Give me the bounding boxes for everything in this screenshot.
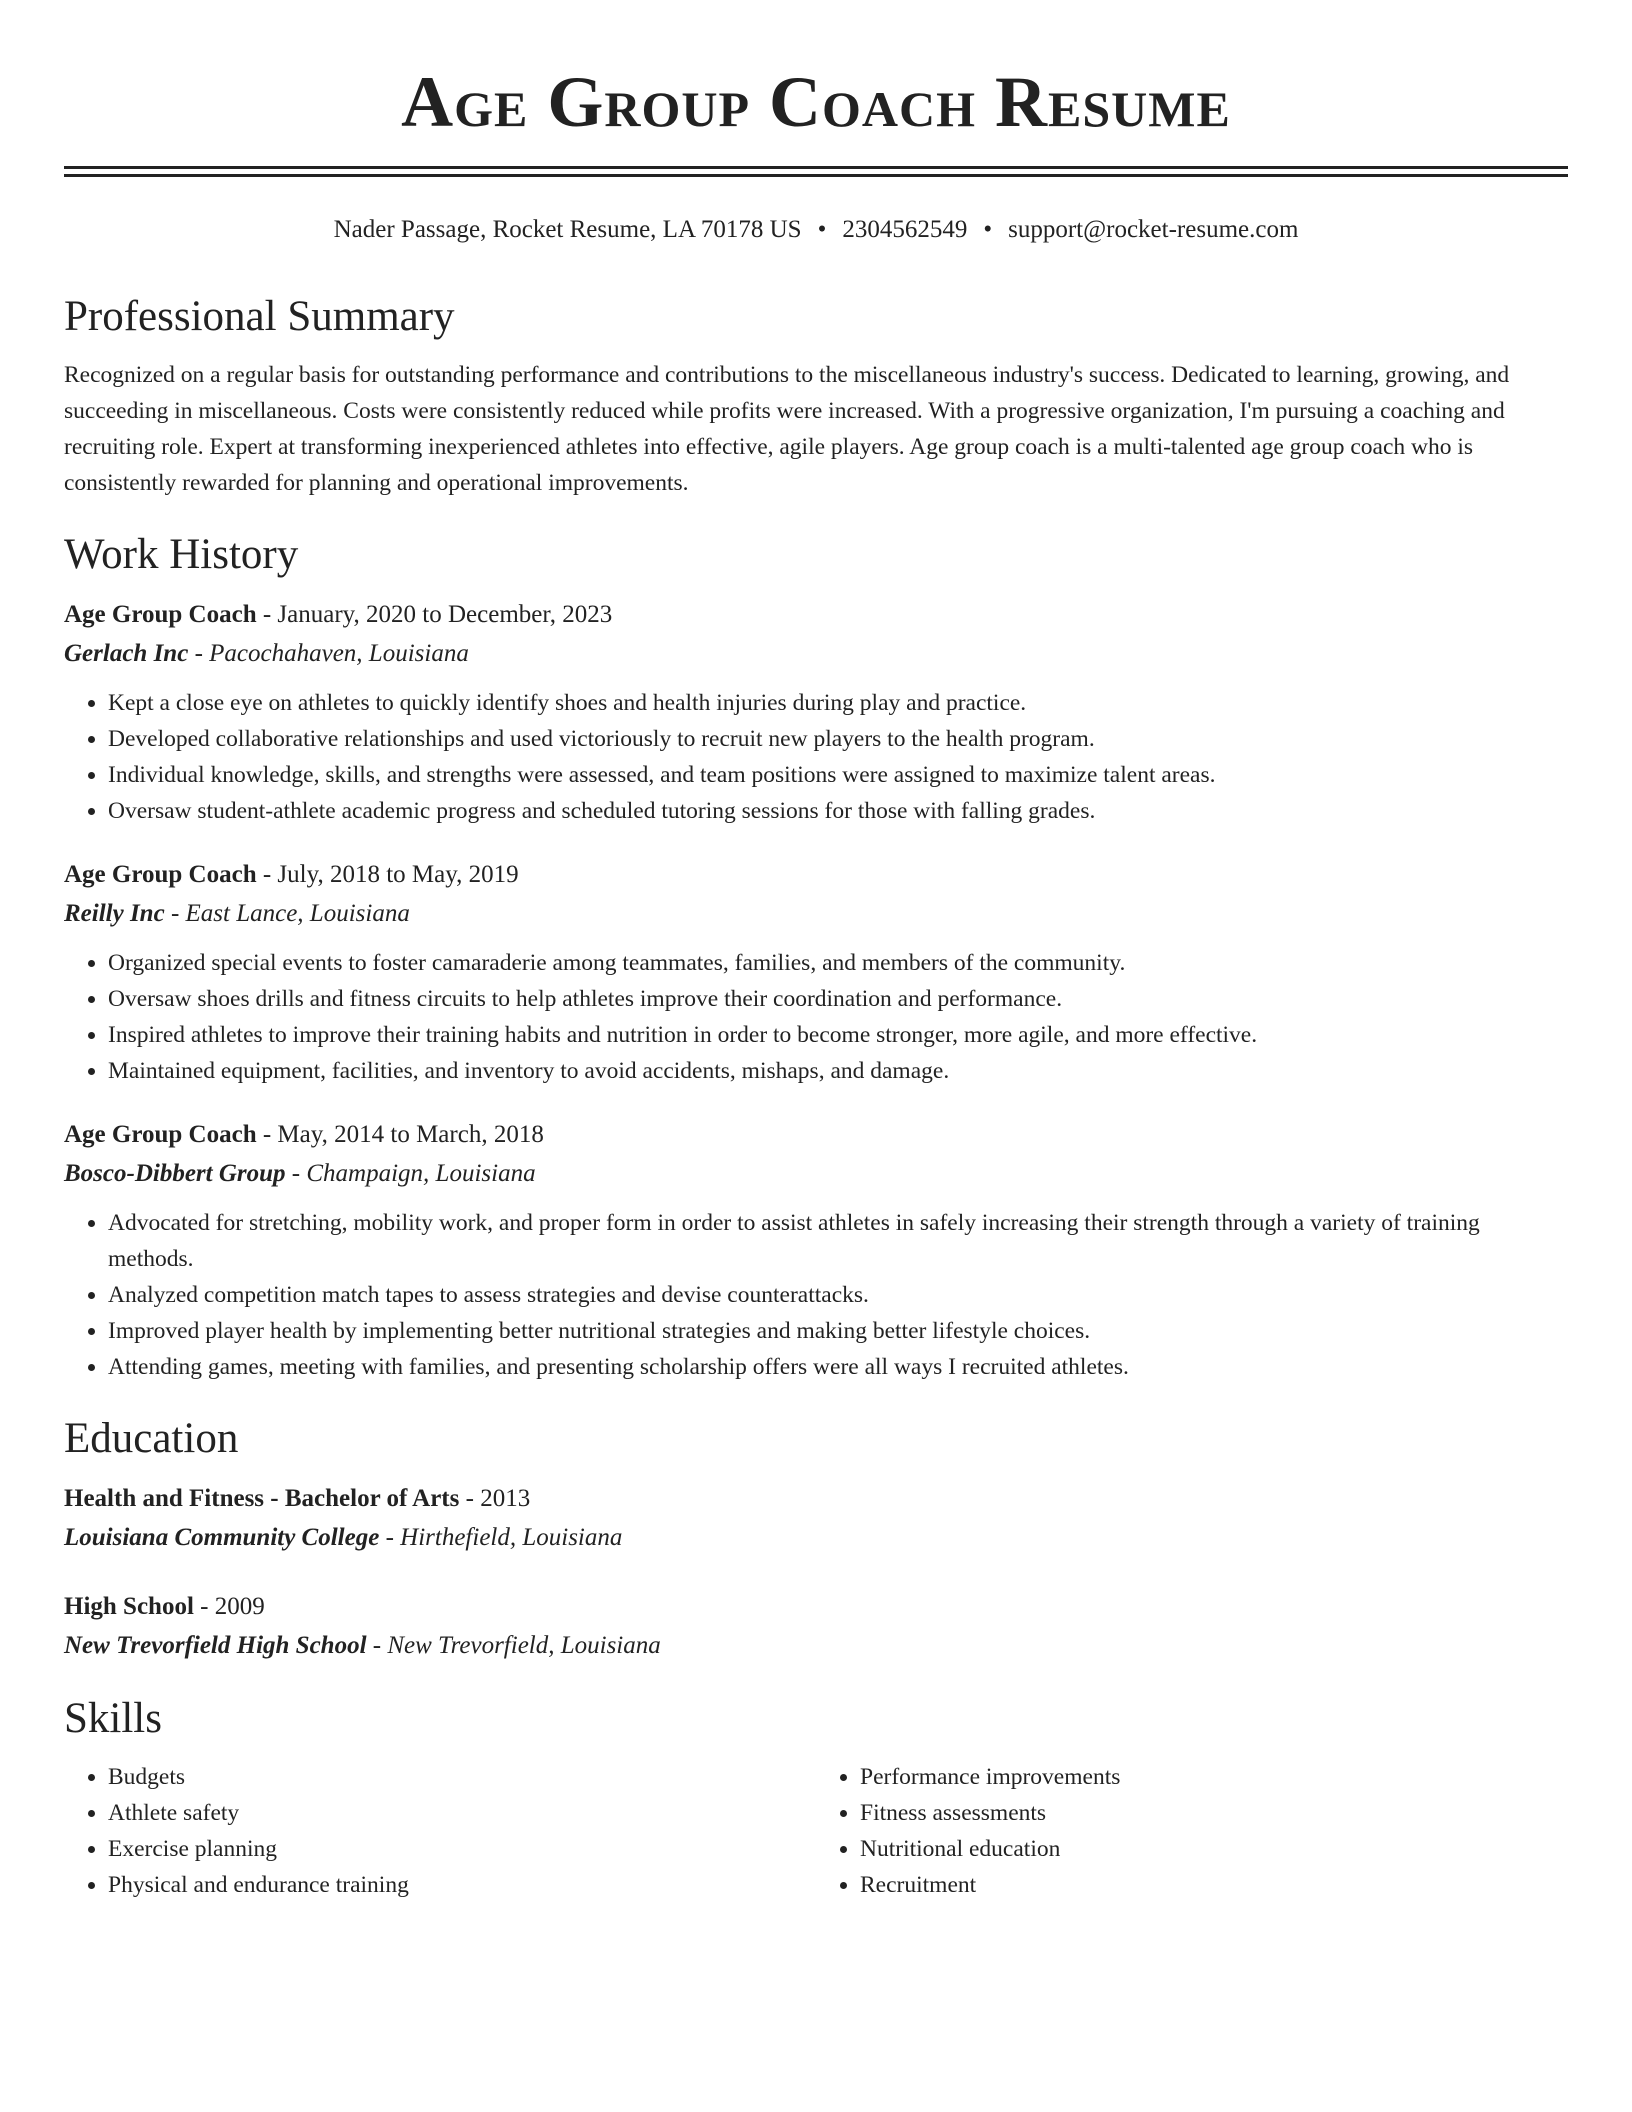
job-title-line [64, 595, 1568, 634]
job-entry [64, 855, 1568, 1089]
contact-line [64, 213, 1568, 247]
job-dates: - May, 2014 to March, 2018 [256, 1121, 544, 1148]
list-item: • Kept a close eye on athletes to quickly identify shoes and health injuries during play and practice. [108, 685, 1568, 721]
list-item: • Improved player health by implementing better nutritional strategies and making better lifestyle choices. [108, 1313, 1568, 1349]
list-item: • Individual knowledge, skills, and strengths were assessed, and team positions were assigned to maximize talent areas. [108, 757, 1568, 793]
employer-location: - Champaign, Louisiana [285, 1160, 536, 1187]
job-dates: - July, 2018 to May, 2019 [256, 861, 519, 888]
skill-item: • Budgets [108, 1759, 816, 1795]
skill-item: • Fitness assessments [860, 1795, 1568, 1831]
employer-location: - Pacochahaven, Louisiana [188, 640, 469, 667]
job-duties [64, 945, 1568, 1089]
school-name: Louisiana Community College [64, 1524, 380, 1551]
school-location: - Hirthefield, Louisiana [379, 1524, 623, 1551]
school-line [64, 1626, 1568, 1665]
list-item: • Developed collaborative relationships and used victoriously to recruit new players to the health program. [108, 721, 1568, 757]
job-title: Age Group Coach [64, 601, 257, 628]
summary-text: Recognized on a regular basis for outstanding performance and contributions to the miscellaneous industry's success. Dedicated to learning, growing, and succeeding in miscellaneous. Costs were consistently reduced while profits were increased. With a progressive organization, I'm pursuing a coaching and recruiting role. Expert at transforming inexperienced athletes into effective, agile players. Age group coach is a multi-talented age group coach who is consistently rewarded for planning and operational improvements. [64, 362, 1510, 496]
work-history-heading: Work History [64, 531, 299, 578]
skills-list [64, 1759, 1568, 1903]
list-item: • Attending games, meeting with families, and presenting scholarship offers were all ways I recruited athletes. [108, 1349, 1568, 1385]
job-entry [64, 595, 1568, 829]
employer-name: Reilly Inc [64, 900, 165, 927]
skill-item: • Physical and endurance training [108, 1867, 816, 1903]
employer-line [64, 634, 1568, 673]
education-entry [64, 1587, 1568, 1665]
contact-separator: • [983, 216, 993, 243]
employer-name: Bosco-Dibbert Group [64, 1160, 286, 1187]
list-item: • Inspired athletes to improve their training habits and nutrition in order to become stronger, more agile, and more effective. [108, 1017, 1568, 1053]
education-entry [64, 1479, 1568, 1557]
school-line [64, 1518, 1568, 1557]
list-item: • Analyzed competition match tapes to assess strategies and devise counterattacks. [108, 1277, 1568, 1313]
employer-line [64, 894, 1568, 933]
job-title-line [64, 855, 1568, 894]
contact-separator: • [817, 216, 827, 243]
job-title-line [64, 1115, 1568, 1154]
skills-column-left [64, 1759, 816, 1903]
job-dates: - January, 2020 to December, 2023 [256, 601, 613, 628]
list-item: • Advocated for stretching, mobility work, and proper form in order to assist athletes in safely increasing their strength through a variety of training methods. [108, 1205, 1568, 1277]
degree-name: High School [64, 1593, 194, 1620]
summary-heading: Professional Summary [64, 293, 455, 340]
skill-item: • Exercise planning [108, 1831, 816, 1867]
job-title: Age Group Coach [64, 1121, 257, 1148]
employer-name: Gerlach Inc [64, 640, 189, 667]
skill-item: • Recruitment [860, 1867, 1568, 1903]
education-heading: Education [64, 1415, 239, 1462]
contact-phone: 2304562549 [842, 216, 968, 243]
skill-item: • Athlete safety [108, 1795, 816, 1831]
school-name: New Trevorfield High School [64, 1632, 367, 1659]
graduation-year: - 2013 [459, 1485, 531, 1512]
page-title: Age Group Coach Resume [401, 62, 1231, 142]
job-title: Age Group Coach [64, 861, 257, 888]
job-duties [64, 685, 1568, 829]
degree-line [64, 1479, 1568, 1518]
employer-line [64, 1154, 1568, 1193]
job-entry [64, 1115, 1568, 1385]
graduation-year: - 2009 [193, 1593, 265, 1620]
contact-email: support@rocket-resume.com [1008, 216, 1299, 243]
skill-item: • Nutritional education [860, 1831, 1568, 1867]
school-location: - New Trevorfield, Louisiana [366, 1632, 661, 1659]
skill-item: • Performance improvements [860, 1759, 1568, 1795]
list-item: • Maintained equipment, facilities, and inventory to avoid accidents, mishaps, and damage. [108, 1053, 1568, 1089]
list-item: • Oversaw shoes drills and fitness circuits to help athletes improve their coordination and performance. [108, 981, 1568, 1017]
degree-name: Health and Fitness - Bachelor of Arts [64, 1485, 460, 1512]
list-item: • Organized special events to foster camaraderie among teammates, families, and members of the community. [108, 945, 1568, 981]
contact-address: Nader Passage, Rocket Resume, LA 70178 US [333, 216, 802, 243]
list-item: • Oversaw student-athlete academic progress and scheduled tutoring sessions for those with falling grades. [108, 793, 1568, 829]
title-divider [64, 166, 1568, 177]
employer-location: - East Lance, Louisiana [164, 900, 410, 927]
skills-column-right [816, 1759, 1568, 1903]
job-duties [64, 1205, 1568, 1385]
degree-line [64, 1587, 1568, 1626]
skills-heading: Skills [64, 1695, 162, 1742]
